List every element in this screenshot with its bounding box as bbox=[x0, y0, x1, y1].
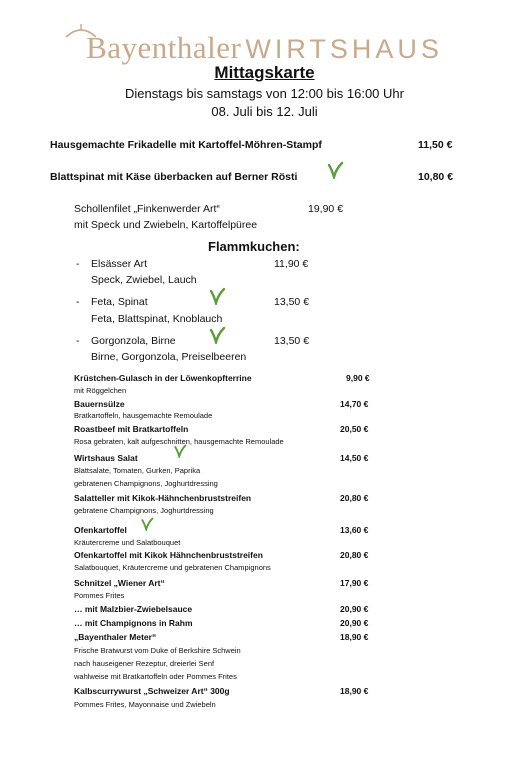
opening-hours: Dienstags bis samstags von 12:00 bis 16:00 Uhr bbox=[125, 86, 404, 101]
item-desc: nach hauseigener Rezeptur, dreierlei Senf bbox=[74, 659, 215, 668]
date-range: 08. Juli bis 12. Juli bbox=[211, 104, 318, 119]
item-name: Krüstchen-Gulasch in der Löwenkopfterrine bbox=[74, 373, 252, 383]
item-name: Bauernsülze bbox=[74, 399, 125, 409]
item-price: 13,60 € bbox=[340, 525, 369, 535]
item-price: 11,50 € bbox=[418, 139, 453, 151]
item-desc: wahlweise mit Bratkartoffeln oder Pommes Frites bbox=[74, 672, 237, 681]
item-price: 11,90 € bbox=[274, 258, 309, 270]
item-name: Kalbscurrywurst „Schweizer Art“ 300g bbox=[74, 686, 230, 696]
item-name: Wirtshaus Salat bbox=[74, 453, 138, 463]
brand-part2: WIRTSHAUS bbox=[245, 34, 443, 64]
leaf-icon bbox=[173, 444, 187, 458]
item-name: Gorgonzola, Birne bbox=[91, 335, 176, 347]
item-name: … mit Champignons in Rahm bbox=[74, 618, 193, 628]
item-name: Salatteller mit Kikok-Hähnchenbruststreifen bbox=[74, 493, 252, 503]
item-name: Elsässer Art bbox=[91, 258, 148, 270]
item-name: Roastbeef mit Bratkartoffeln bbox=[74, 424, 189, 434]
item-desc: gebratene Champignons, Joghurtdressing bbox=[74, 506, 214, 515]
item-name: Schnitzel „Wiener Art“ bbox=[74, 578, 165, 588]
leaf-icon bbox=[208, 287, 226, 305]
item-desc: Pommes Frites bbox=[74, 591, 125, 600]
item-price: 20,90 € bbox=[340, 604, 369, 614]
item-desc: Feta, Blattspinat, Knoblauch bbox=[91, 313, 223, 325]
item-desc: mit Speck und Zwiebeln, Kartoffelpüree bbox=[74, 219, 258, 231]
item-desc: Rosa gebraten, kalt aufgeschnitten, hausgemachte Remoulade bbox=[74, 437, 284, 446]
list-dash: - bbox=[76, 296, 80, 308]
item-desc: Blattsalate, Tomaten, Gurken, Paprika bbox=[74, 466, 201, 475]
item-name: Hausgemachte Frikadelle mit Kartoffel-Möhren-Stampf bbox=[50, 139, 322, 151]
list-dash: - bbox=[76, 335, 80, 347]
leaf-icon bbox=[140, 517, 154, 531]
item-price: 14,70 € bbox=[340, 399, 369, 409]
item-desc: Birne, Gorgonzola, Preiselbeeren bbox=[91, 351, 247, 363]
item-price: 20,50 € bbox=[340, 424, 369, 434]
list-dash: - bbox=[76, 258, 80, 270]
item-desc: Bratkartoffeln, hausgemachte Remoulade bbox=[74, 411, 213, 420]
item-price: 9,90 € bbox=[346, 373, 370, 383]
leaf-icon bbox=[326, 161, 344, 179]
item-price: 10,80 € bbox=[418, 171, 454, 183]
item-name: „Bayenthaler Meter“ bbox=[74, 632, 157, 642]
brand-part1: Bayenthaler bbox=[86, 30, 242, 65]
item-price: 19,90 € bbox=[308, 203, 344, 215]
item-price: 13,50 € bbox=[274, 335, 310, 347]
item-desc: gebratenen Champignons, Joghurtdressing bbox=[74, 479, 218, 488]
item-price: 17,90 € bbox=[340, 578, 369, 588]
item-name: Schollenfilet „Finkenwerder Art“ bbox=[74, 203, 220, 215]
item-price: 20,80 € bbox=[340, 493, 369, 503]
item-name: … mit Malzbier-Zwiebelsauce bbox=[74, 604, 193, 614]
section-heading: Flammkuchen: bbox=[208, 239, 300, 254]
item-desc: Kräutercreme und Salatbouquet bbox=[74, 538, 181, 547]
item-price: 14,50 € bbox=[340, 453, 369, 463]
item-desc: mit Röggelchen bbox=[74, 386, 127, 395]
item-price: 18,90 € bbox=[340, 686, 369, 696]
item-desc: Speck, Zwiebel, Lauch bbox=[91, 274, 197, 286]
item-desc: Frische Bratwurst vom Duke of Berkshire Schwein bbox=[74, 646, 241, 655]
item-name: Blattspinat mit Käse überbacken auf Berner Rösti bbox=[50, 171, 298, 183]
item-price: 20,80 € bbox=[340, 550, 369, 560]
page-title: Mittagskarte bbox=[214, 63, 315, 82]
item-price: 18,90 € bbox=[340, 632, 369, 642]
item-name: Feta, Spinat bbox=[91, 296, 148, 308]
item-price: 20,90 € bbox=[340, 618, 369, 628]
brand-logo bbox=[0, 30, 529, 66]
item-price: 13,50 € bbox=[274, 296, 310, 308]
item-desc: Pommes Frites, Mayonnaise und Zwiebeln bbox=[74, 700, 216, 709]
item-name: Ofenkartoffel mit Kikok Hähnchenbruststreifen bbox=[74, 550, 263, 560]
item-name: Ofenkartoffel bbox=[74, 525, 127, 535]
item-desc: Salatbouquet, Kräutercreme und gebratenen Champignons bbox=[74, 563, 271, 572]
leaf-icon bbox=[208, 326, 226, 344]
